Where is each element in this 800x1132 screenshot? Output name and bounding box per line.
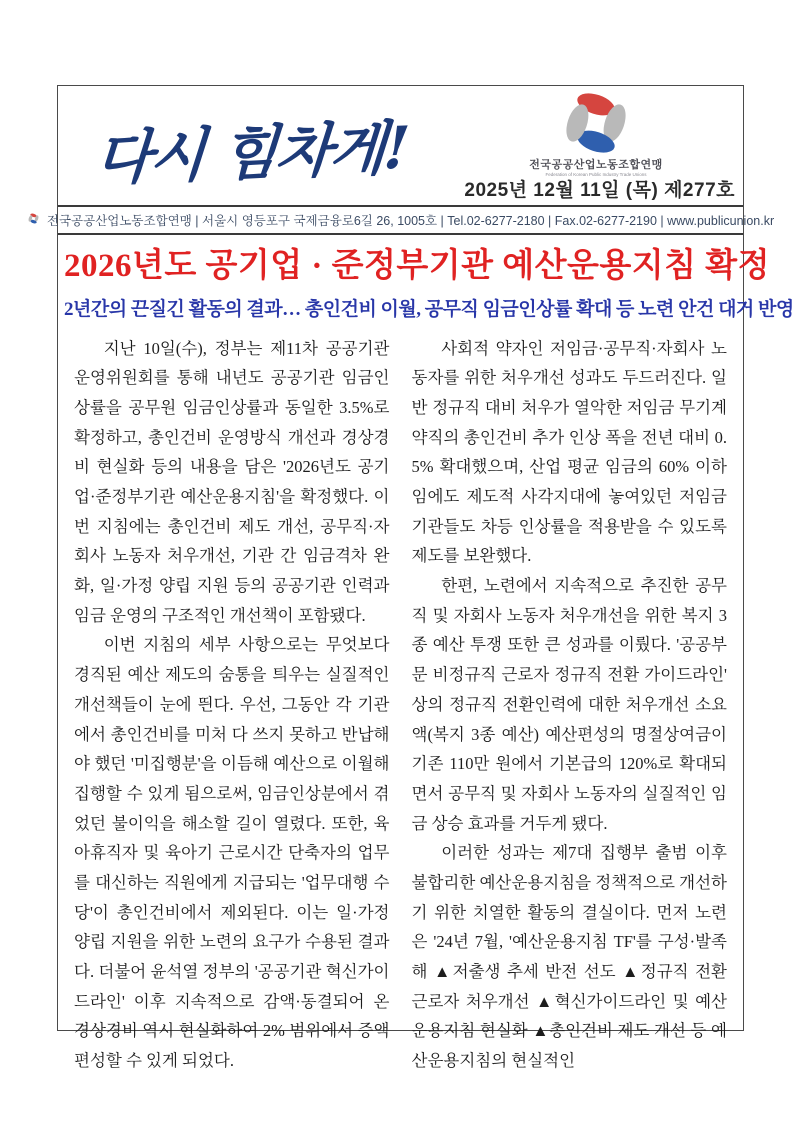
article-column-left: [74, 334, 390, 1076]
issue-date-number: 2025년 12월 11일 (목) 제277호: [464, 180, 735, 201]
article-column-right: [412, 334, 728, 1076]
org-name-english: Federation of Korean Public Industry Trade Unions: [545, 172, 647, 177]
org-diamond-icon: [27, 212, 40, 228]
article-body: [64, 321, 737, 1076]
masthead: [58, 86, 743, 207]
article: [58, 235, 794, 1076]
org-logo-block: [511, 92, 681, 177]
paragraph: 이번 지침의 세부 사항으로는 무엇보다 경직된 예산 제도의 숨통을 틔우는 실질적인 개선책들이 눈에 띈다. 우선, 그동안 각 기관에서 총인건비를 미처 다 쓰지 못하고 반납해야 했던 '미집행분'을 이듬해 예산으로 이월해 집행할 수 있게 됨으로써, 임금인상분에서 겪었던 불이익을 해소할 길이 열렸다. 또한, 육아휴직자 및 육아기 근로시간 단축자의 업무를 대신하는 직원에게 지급되는 '업무대행 수당'이 총인건비에서 제외된다. 이는 일·가정 양립 지원을 위한 노련의 요구가 수용된 결과다. 더불어 윤석열 정부의 '공공기관 혁신가이드라인' 이후 지속적으로 감액·동결되어 온 경상경비 역시 현실화하여 2% 범위에서 증액 편성할 수 있게 되었다.: [74, 635, 390, 1071]
paragraph: 이러한 성과는 제7대 집행부 출범 이후 불합리한 예산운용지침을 정책적으로 개선하기 위한 치열한 활동의 결실이다. 먼저 노련은 '24년 7월, '예산운용지침 TF'를 구성·발족해 ▲저출생 추세 반전 선도 ▲정규직 전환 근로자 처우개선 ▲혁신가이드라인 및 예산운용지침 현실화 ▲총인건비 제도 개선 등 예산운용지침의 현실적인: [411, 843, 727, 1071]
org-name: 전국공공산업노동조합연맹: [529, 159, 663, 171]
contact-info-text: 전국공공산업노동조합연맹 | 서울시 영등포구 국제금융로6길 26, 1005호 | Tel.02-6277-2180 | Fax.02-6277-2190 | www.publicunion.kr: [46, 214, 775, 228]
contact-info-bar: [46, 207, 775, 235]
masthead-slogan-calligraphy: 다시 힘차게!: [93, 113, 410, 193]
article-subheadline: 2년간의 끈질긴 활동의 결과… 총인건비 이월, 공무직 임금인상률 확대 등 노련 안건 대거 반영: [64, 298, 794, 320]
newsletter-frame: [46, 85, 794, 1071]
paragraph: 한편, 노련에서 지속적으로 추진한 공무직 및 자회사 노동자 처우개선을 위한 복지 3종 예산 투쟁 또한 큰 성과를 이뤘다. '공공부문 비정규직 근로자 정규직 전환 가이드라인' 상의 정규직 전환인력에 대한 처우개선 소요액(복지 3종 예산) 예산편성의 명절상여금이 기존 110만 원에서 기본급의 120%로 확대되면서 공무직 및 자회사 노동자의 실질적인 임금 상승 효과를 거두게 됐다.: [411, 576, 727, 833]
article-headline: 2026년도 공기업 · 준정부기관 예산운용지침 확정: [64, 248, 771, 284]
paragraph: 지난 10일(수), 정부는 제11차 공공기관 운영위원회를 통해 내년도 공공기관 임금인상률을 공무원 임금인상률과 동일한 3.5%로 확정하고, 총인건비 운영방식 개선과 경상경비 현실화 등의 내용을 담은 '2026년도 공기업·준정부기관 예산운용지침'을 확정했다. 이번 지침에는 총인건비 제도 개선, 공무직·자회사 노동자 처우개선, 기관 간 임금격차 완화, 일·가정 양립 지원 등의 공공기관 인력과 임금 운영의 구조적인 개선책이 포함됐다.: [74, 338, 390, 625]
paragraph: 사회적 약자인 저임금·공무직·자회사 노동자를 위한 처우개선 성과도 두드러진다. 일반 정규직 대비 처우가 열악한 저임금 무기계약직의 총인건비 추가 인상 폭을 전년 대비 0.5% 확대했으며, 산업 평균 임금의 60% 이하임에도 제도적 사각지대에 놓여있던 저임금 기관들도 차등 인상률을 적용받을 수 있도록 제도를 보완했다.: [411, 338, 727, 566]
union-pinwheel-logo-icon: [557, 92, 635, 154]
